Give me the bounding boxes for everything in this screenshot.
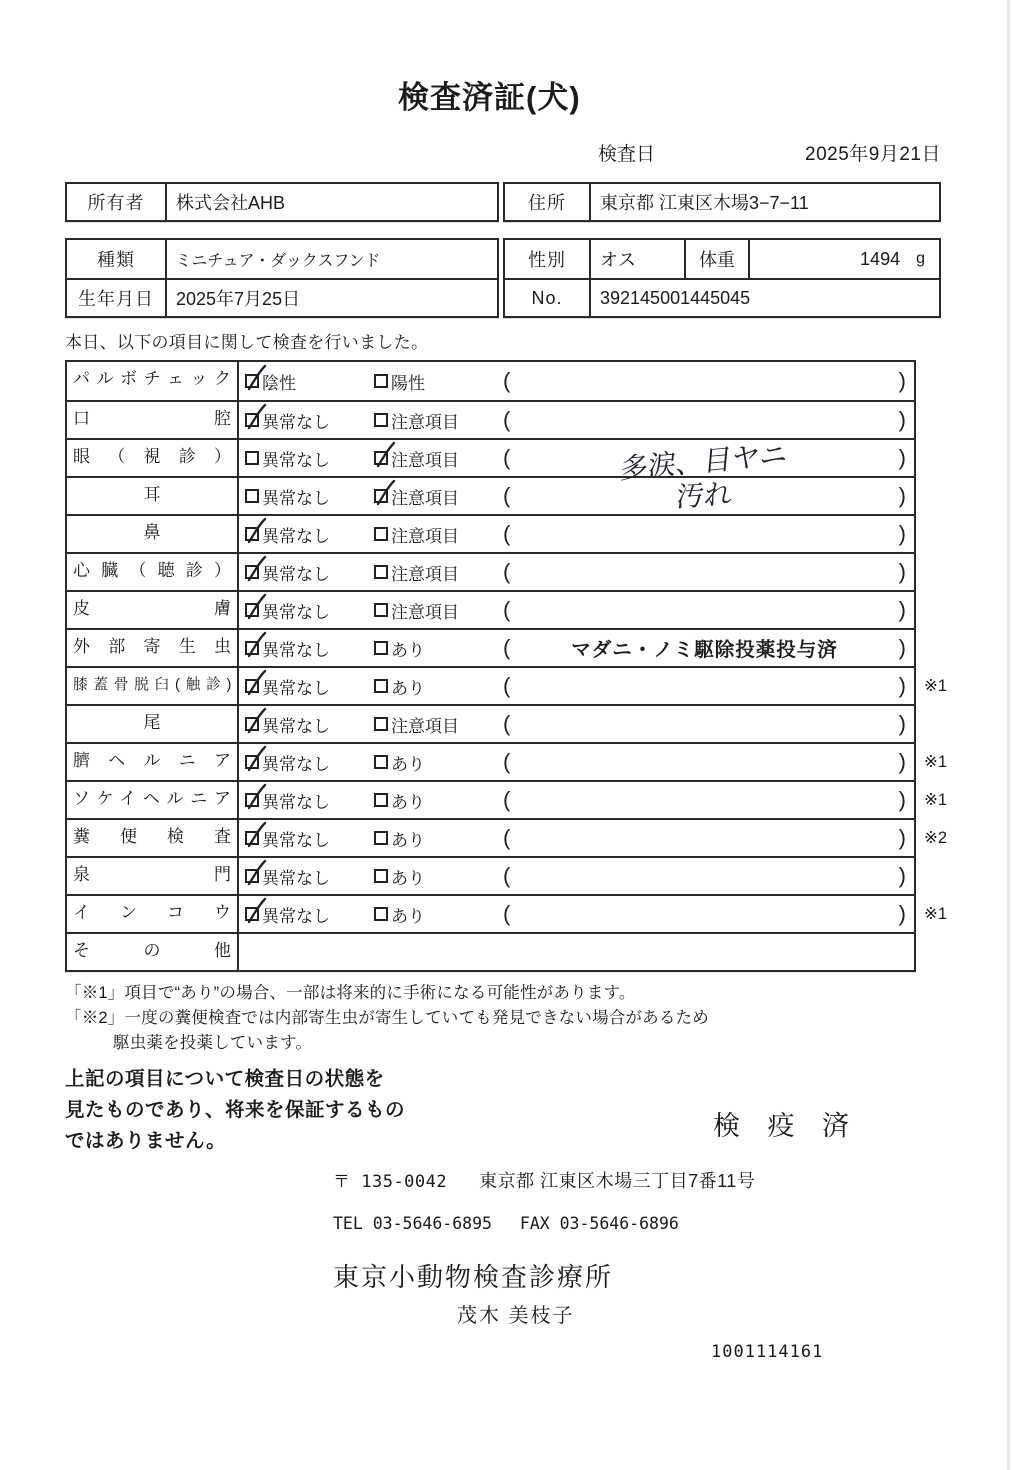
checklist-row bbox=[67, 704, 914, 742]
open-paren: ( bbox=[503, 673, 511, 698]
weight-value: 1494 bbox=[860, 248, 901, 269]
clinic-name: 東京小動物検査診療所 bbox=[333, 1262, 614, 1292]
item-options bbox=[239, 362, 914, 400]
check-mark-icon bbox=[244, 364, 268, 391]
item-label: 臍ヘルニア bbox=[67, 744, 239, 780]
handwritten-note: 汚れ bbox=[675, 478, 734, 513]
check-mark-icon bbox=[244, 517, 268, 544]
item-options bbox=[239, 706, 914, 742]
finding-field bbox=[503, 668, 914, 704]
finding-field bbox=[503, 858, 914, 894]
option-unchecked bbox=[374, 522, 503, 547]
option-label: あり bbox=[391, 830, 425, 850]
option-label: 異常なし bbox=[262, 678, 330, 698]
option-unchecked bbox=[374, 826, 503, 851]
check-mark-icon bbox=[244, 631, 268, 658]
option-label: 注意項目 bbox=[391, 412, 459, 432]
checklist-row bbox=[67, 818, 948, 856]
remark-asterisk: ※1 bbox=[924, 905, 948, 923]
breed-label: 種類 bbox=[67, 240, 167, 278]
finding-field bbox=[503, 402, 914, 438]
option-unchecked bbox=[374, 674, 503, 699]
checklist-row bbox=[67, 590, 914, 628]
check-mark-icon bbox=[244, 821, 268, 848]
sex-weight-no-box bbox=[503, 238, 941, 318]
checkbox-checked bbox=[245, 793, 259, 807]
open-paren: ( bbox=[503, 521, 511, 546]
sex-value: オス bbox=[591, 240, 686, 278]
option-unchecked bbox=[245, 446, 374, 471]
finding-field bbox=[503, 362, 914, 400]
checklist-row bbox=[67, 476, 914, 514]
option-label: 異常なし bbox=[262, 792, 330, 812]
disclaimer-section bbox=[65, 1064, 941, 1164]
close-paren: ) bbox=[898, 635, 906, 660]
check-mark-icon bbox=[244, 707, 268, 734]
intro-text: 本日、以下の項目に関して検査を行いました。 bbox=[65, 333, 429, 352]
item-label: 口腔 bbox=[67, 402, 239, 438]
finding-field bbox=[503, 896, 914, 932]
document-number: 1001114161 bbox=[711, 1342, 824, 1362]
item-label: 外部寄生虫 bbox=[67, 630, 239, 666]
finding-field bbox=[503, 478, 914, 514]
check-mark-icon bbox=[244, 783, 268, 810]
sex-label: 性別 bbox=[505, 240, 591, 278]
disclaimer-line: 上記の項目について検査日の状態を bbox=[65, 1068, 385, 1090]
open-paren: ( bbox=[503, 559, 511, 584]
option-unchecked bbox=[374, 788, 503, 813]
option-label: 異常なし bbox=[262, 640, 330, 660]
item-options bbox=[239, 630, 914, 666]
close-paren: ) bbox=[898, 901, 906, 926]
checklist-row bbox=[67, 552, 914, 590]
checklist-row bbox=[67, 742, 948, 780]
item-label: 糞便検査 bbox=[67, 820, 239, 856]
checkbox-checked bbox=[245, 413, 259, 427]
checkbox bbox=[374, 755, 388, 769]
option-unchecked bbox=[374, 864, 503, 889]
item-options bbox=[239, 744, 914, 780]
option-checked bbox=[245, 408, 374, 433]
option-checked bbox=[245, 598, 374, 623]
open-paren: ( bbox=[503, 445, 511, 470]
option-checked bbox=[374, 446, 503, 471]
option-checked bbox=[245, 712, 374, 737]
item-label: その他 bbox=[67, 934, 239, 970]
open-paren: ( bbox=[503, 635, 511, 660]
finding-field bbox=[503, 706, 914, 742]
footnote-line: 「※2」一度の糞便検査では内部寄生虫が寄生していても発見できない場合があるため bbox=[65, 1009, 709, 1027]
option-checked bbox=[245, 674, 374, 699]
checkbox bbox=[374, 641, 388, 655]
scan-edge-artifact bbox=[1007, 0, 1010, 1470]
item-options bbox=[239, 478, 914, 514]
quarantine-stamp: 検 疫 済 bbox=[713, 1111, 860, 1141]
option-label: あり bbox=[391, 640, 425, 660]
checkbox-checked bbox=[374, 451, 388, 465]
item-label: インコウ bbox=[67, 896, 239, 932]
open-paren: ( bbox=[503, 597, 511, 622]
option-label: 異常なし bbox=[262, 602, 330, 622]
option-unchecked bbox=[374, 712, 503, 737]
checkbox bbox=[245, 451, 259, 465]
checkbox bbox=[374, 679, 388, 693]
option-label: 注意項目 bbox=[391, 564, 459, 584]
disclaimer-line: ではありません。 bbox=[65, 1130, 227, 1152]
option-label: 異常なし bbox=[262, 412, 330, 432]
finding-note: マダニ・ノミ駆除投薬投与済 bbox=[571, 639, 838, 661]
checkbox bbox=[374, 831, 388, 845]
option-label: 異常なし bbox=[262, 488, 330, 508]
option-label: 異常なし bbox=[262, 906, 330, 926]
birth-date-label: 生年月日 bbox=[67, 280, 167, 316]
option-checked bbox=[245, 750, 374, 775]
weight-label: 体重 bbox=[686, 240, 750, 278]
animal-info-rows bbox=[65, 238, 941, 318]
check-mark-icon bbox=[373, 479, 397, 506]
checkbox-checked bbox=[245, 679, 259, 693]
close-paren: ) bbox=[898, 711, 906, 736]
checklist-row bbox=[67, 362, 914, 400]
checkbox bbox=[374, 374, 388, 388]
option-unchecked bbox=[374, 902, 503, 927]
item-options bbox=[239, 438, 914, 485]
item-options bbox=[239, 858, 914, 894]
checkbox bbox=[374, 527, 388, 541]
checkbox bbox=[374, 793, 388, 807]
checkbox-checked bbox=[245, 717, 259, 731]
checkbox-checked bbox=[245, 565, 259, 579]
finding-field bbox=[503, 438, 914, 485]
item-label: 眼（視診） bbox=[67, 440, 239, 476]
owner-label: 所有者 bbox=[67, 184, 167, 220]
open-paren: ( bbox=[503, 711, 511, 736]
option-checked bbox=[245, 826, 374, 851]
address-box bbox=[503, 182, 941, 222]
clinic-fax: FAX 03-5646-6896 bbox=[519, 1214, 679, 1233]
item-label: 心臓（聴診） bbox=[67, 554, 239, 590]
check-mark-icon bbox=[244, 593, 268, 620]
check-mark-icon bbox=[244, 745, 268, 772]
clinic-postal-code: 〒 135-0042 bbox=[333, 1172, 448, 1192]
item-options bbox=[239, 896, 914, 932]
checkbox-checked bbox=[245, 641, 259, 655]
check-mark-icon bbox=[244, 555, 268, 582]
handwritten-note: 多涙、目ヤニ bbox=[619, 438, 790, 485]
certificate-no-label: No. bbox=[505, 280, 591, 316]
item-label: 鼻 bbox=[67, 516, 239, 552]
address-value: 東京都 江東区木場3−7−11 bbox=[600, 193, 809, 213]
checkbox bbox=[374, 869, 388, 883]
option-label: 異常なし bbox=[262, 754, 330, 774]
item-options bbox=[239, 668, 914, 704]
check-mark-icon bbox=[244, 859, 268, 886]
finding-field bbox=[503, 782, 914, 818]
checklist-row bbox=[67, 932, 914, 970]
inspection-date-value: 2025年9月21日 bbox=[805, 144, 941, 165]
item-options bbox=[239, 554, 914, 590]
option-label: 異常なし bbox=[262, 830, 330, 850]
checkbox-checked bbox=[245, 527, 259, 541]
option-checked bbox=[245, 522, 374, 547]
checklist-row bbox=[67, 438, 914, 485]
checkbox-checked bbox=[245, 374, 259, 388]
item-options bbox=[239, 820, 914, 856]
option-label: 異常なし bbox=[262, 526, 330, 546]
option-checked bbox=[245, 369, 374, 394]
footnote-line: 駆虫薬を投薬しています。 bbox=[113, 1034, 313, 1052]
close-paren: ) bbox=[898, 521, 906, 546]
checkbox-checked bbox=[245, 755, 259, 769]
certificate-page bbox=[65, 0, 948, 1362]
option-label: 陰性 bbox=[262, 373, 296, 393]
checkbox bbox=[374, 603, 388, 617]
open-paren: ( bbox=[503, 863, 511, 888]
inspection-date-row bbox=[65, 139, 941, 166]
option-label: 異常なし bbox=[262, 868, 330, 888]
option-label: 異常なし bbox=[262, 564, 330, 584]
option-label: 注意項目 bbox=[391, 602, 459, 622]
clinic-postal-line bbox=[65, 1167, 941, 1193]
close-paren: ) bbox=[898, 673, 906, 698]
option-label: 注意項目 bbox=[391, 526, 459, 546]
examiner-name: 茂木 美枝子 bbox=[457, 1305, 575, 1327]
option-label: 陽性 bbox=[391, 373, 425, 393]
option-checked bbox=[245, 636, 374, 661]
close-paren: ) bbox=[898, 787, 906, 812]
remark-asterisk: ※1 bbox=[924, 677, 948, 695]
address-label: 住所 bbox=[505, 184, 591, 220]
open-paren: ( bbox=[503, 901, 511, 926]
option-label: 注意項目 bbox=[391, 488, 459, 508]
close-paren: ) bbox=[898, 445, 906, 470]
page-title: 検査済証(犬) bbox=[398, 80, 581, 115]
checkbox bbox=[374, 565, 388, 579]
close-paren: ) bbox=[898, 863, 906, 888]
item-options bbox=[239, 402, 914, 438]
checklist-row bbox=[67, 514, 914, 552]
checklist-row bbox=[67, 856, 914, 894]
checkbox bbox=[374, 717, 388, 731]
finding-field bbox=[503, 744, 914, 780]
open-paren: ( bbox=[503, 825, 511, 850]
clinic-tel: TEL 03-5646-6895 bbox=[333, 1214, 492, 1233]
checkbox bbox=[374, 413, 388, 427]
checklist-row bbox=[67, 894, 948, 932]
option-label: あり bbox=[391, 868, 425, 888]
close-paren: ) bbox=[898, 368, 906, 393]
close-paren: ) bbox=[898, 749, 906, 774]
item-options bbox=[239, 934, 914, 970]
close-paren: ) bbox=[898, 559, 906, 584]
footnotes bbox=[65, 981, 941, 1056]
checkbox-checked bbox=[245, 603, 259, 617]
finding-field bbox=[503, 554, 914, 590]
option-checked bbox=[245, 902, 374, 927]
check-mark-icon bbox=[244, 669, 268, 696]
option-label: あり bbox=[391, 906, 425, 926]
checklist-row bbox=[67, 666, 948, 704]
remark-asterisk: ※1 bbox=[924, 753, 948, 771]
finding-field bbox=[503, 820, 914, 856]
item-label: 耳 bbox=[67, 478, 239, 514]
item-options bbox=[239, 592, 914, 628]
option-unchecked bbox=[374, 408, 503, 433]
certificate-no-value: 392145001445045 bbox=[600, 287, 751, 308]
remark-asterisk: ※1 bbox=[924, 791, 948, 809]
check-mark-icon bbox=[244, 403, 268, 430]
inspection-date-label: 検査日 bbox=[598, 144, 656, 165]
open-paren: ( bbox=[503, 787, 511, 812]
remark-asterisk: ※2 bbox=[924, 829, 948, 847]
option-checked bbox=[245, 788, 374, 813]
option-label: 異常なし bbox=[262, 716, 330, 736]
disclaimer-line: 見たものであり、将来を保証するもの bbox=[65, 1099, 406, 1121]
open-paren: ( bbox=[503, 368, 511, 393]
breed-value: ミニチュア・ダックスフンド bbox=[175, 252, 381, 270]
checklist-row bbox=[67, 780, 948, 818]
open-paren: ( bbox=[503, 407, 511, 432]
option-label: あり bbox=[391, 678, 425, 698]
owner-info-row bbox=[65, 182, 941, 222]
footnote-line: 「※1」項目で“あり”の場合、一部は将来的に手術になる可能性があります。 bbox=[65, 984, 636, 1002]
checklist-row bbox=[67, 400, 914, 438]
clinic-tel-line bbox=[65, 1214, 941, 1233]
option-unchecked bbox=[245, 484, 374, 509]
check-mark-icon bbox=[373, 441, 397, 468]
option-checked bbox=[245, 560, 374, 585]
close-paren: ) bbox=[898, 597, 906, 622]
owner-value: 株式会社AHB bbox=[176, 193, 286, 213]
weight-value-cell bbox=[750, 240, 939, 278]
item-label: パルボチェック bbox=[67, 362, 239, 400]
weight-unit: g bbox=[916, 250, 925, 267]
option-label: あり bbox=[391, 754, 425, 774]
item-label: 尾 bbox=[67, 706, 239, 742]
option-unchecked bbox=[374, 598, 503, 623]
item-label: 膝蓋骨脱臼(触診) bbox=[67, 668, 239, 704]
finding-field bbox=[503, 630, 914, 666]
option-checked bbox=[245, 864, 374, 889]
item-label: 泉門 bbox=[67, 858, 239, 894]
checkbox-checked bbox=[245, 831, 259, 845]
checklist-table bbox=[65, 360, 948, 972]
option-unchecked bbox=[374, 369, 503, 394]
option-label: 異常なし bbox=[262, 450, 330, 470]
open-paren: ( bbox=[503, 749, 511, 774]
option-checked bbox=[374, 484, 503, 509]
close-paren: ) bbox=[898, 483, 906, 508]
option-unchecked bbox=[374, 750, 503, 775]
item-options bbox=[239, 516, 914, 552]
close-paren: ) bbox=[898, 407, 906, 432]
option-label: あり bbox=[391, 792, 425, 812]
birth-date-value: 2025年7月25日 bbox=[176, 289, 301, 309]
option-unchecked bbox=[374, 636, 503, 661]
clinic-address: 東京都 江東区木場三丁目7番11号 bbox=[479, 1171, 756, 1191]
owner-box bbox=[65, 182, 499, 222]
checkbox bbox=[374, 907, 388, 921]
check-mark-icon bbox=[244, 897, 268, 924]
checkbox-checked bbox=[374, 489, 388, 503]
finding-field bbox=[503, 516, 914, 552]
option-label: 注意項目 bbox=[391, 450, 459, 470]
checkbox-checked bbox=[245, 907, 259, 921]
option-unchecked bbox=[374, 560, 503, 585]
option-label: 注意項目 bbox=[391, 716, 459, 736]
checkbox bbox=[245, 489, 259, 503]
item-label: 皮膚 bbox=[67, 592, 239, 628]
item-options bbox=[239, 782, 914, 818]
open-paren: ( bbox=[503, 483, 511, 508]
checklist-row bbox=[67, 628, 914, 666]
close-paren: ) bbox=[898, 825, 906, 850]
item-label: ソケイヘルニア bbox=[67, 782, 239, 818]
checkbox-checked bbox=[245, 869, 259, 883]
breed-birth-box bbox=[65, 238, 499, 318]
finding-field bbox=[503, 592, 914, 628]
